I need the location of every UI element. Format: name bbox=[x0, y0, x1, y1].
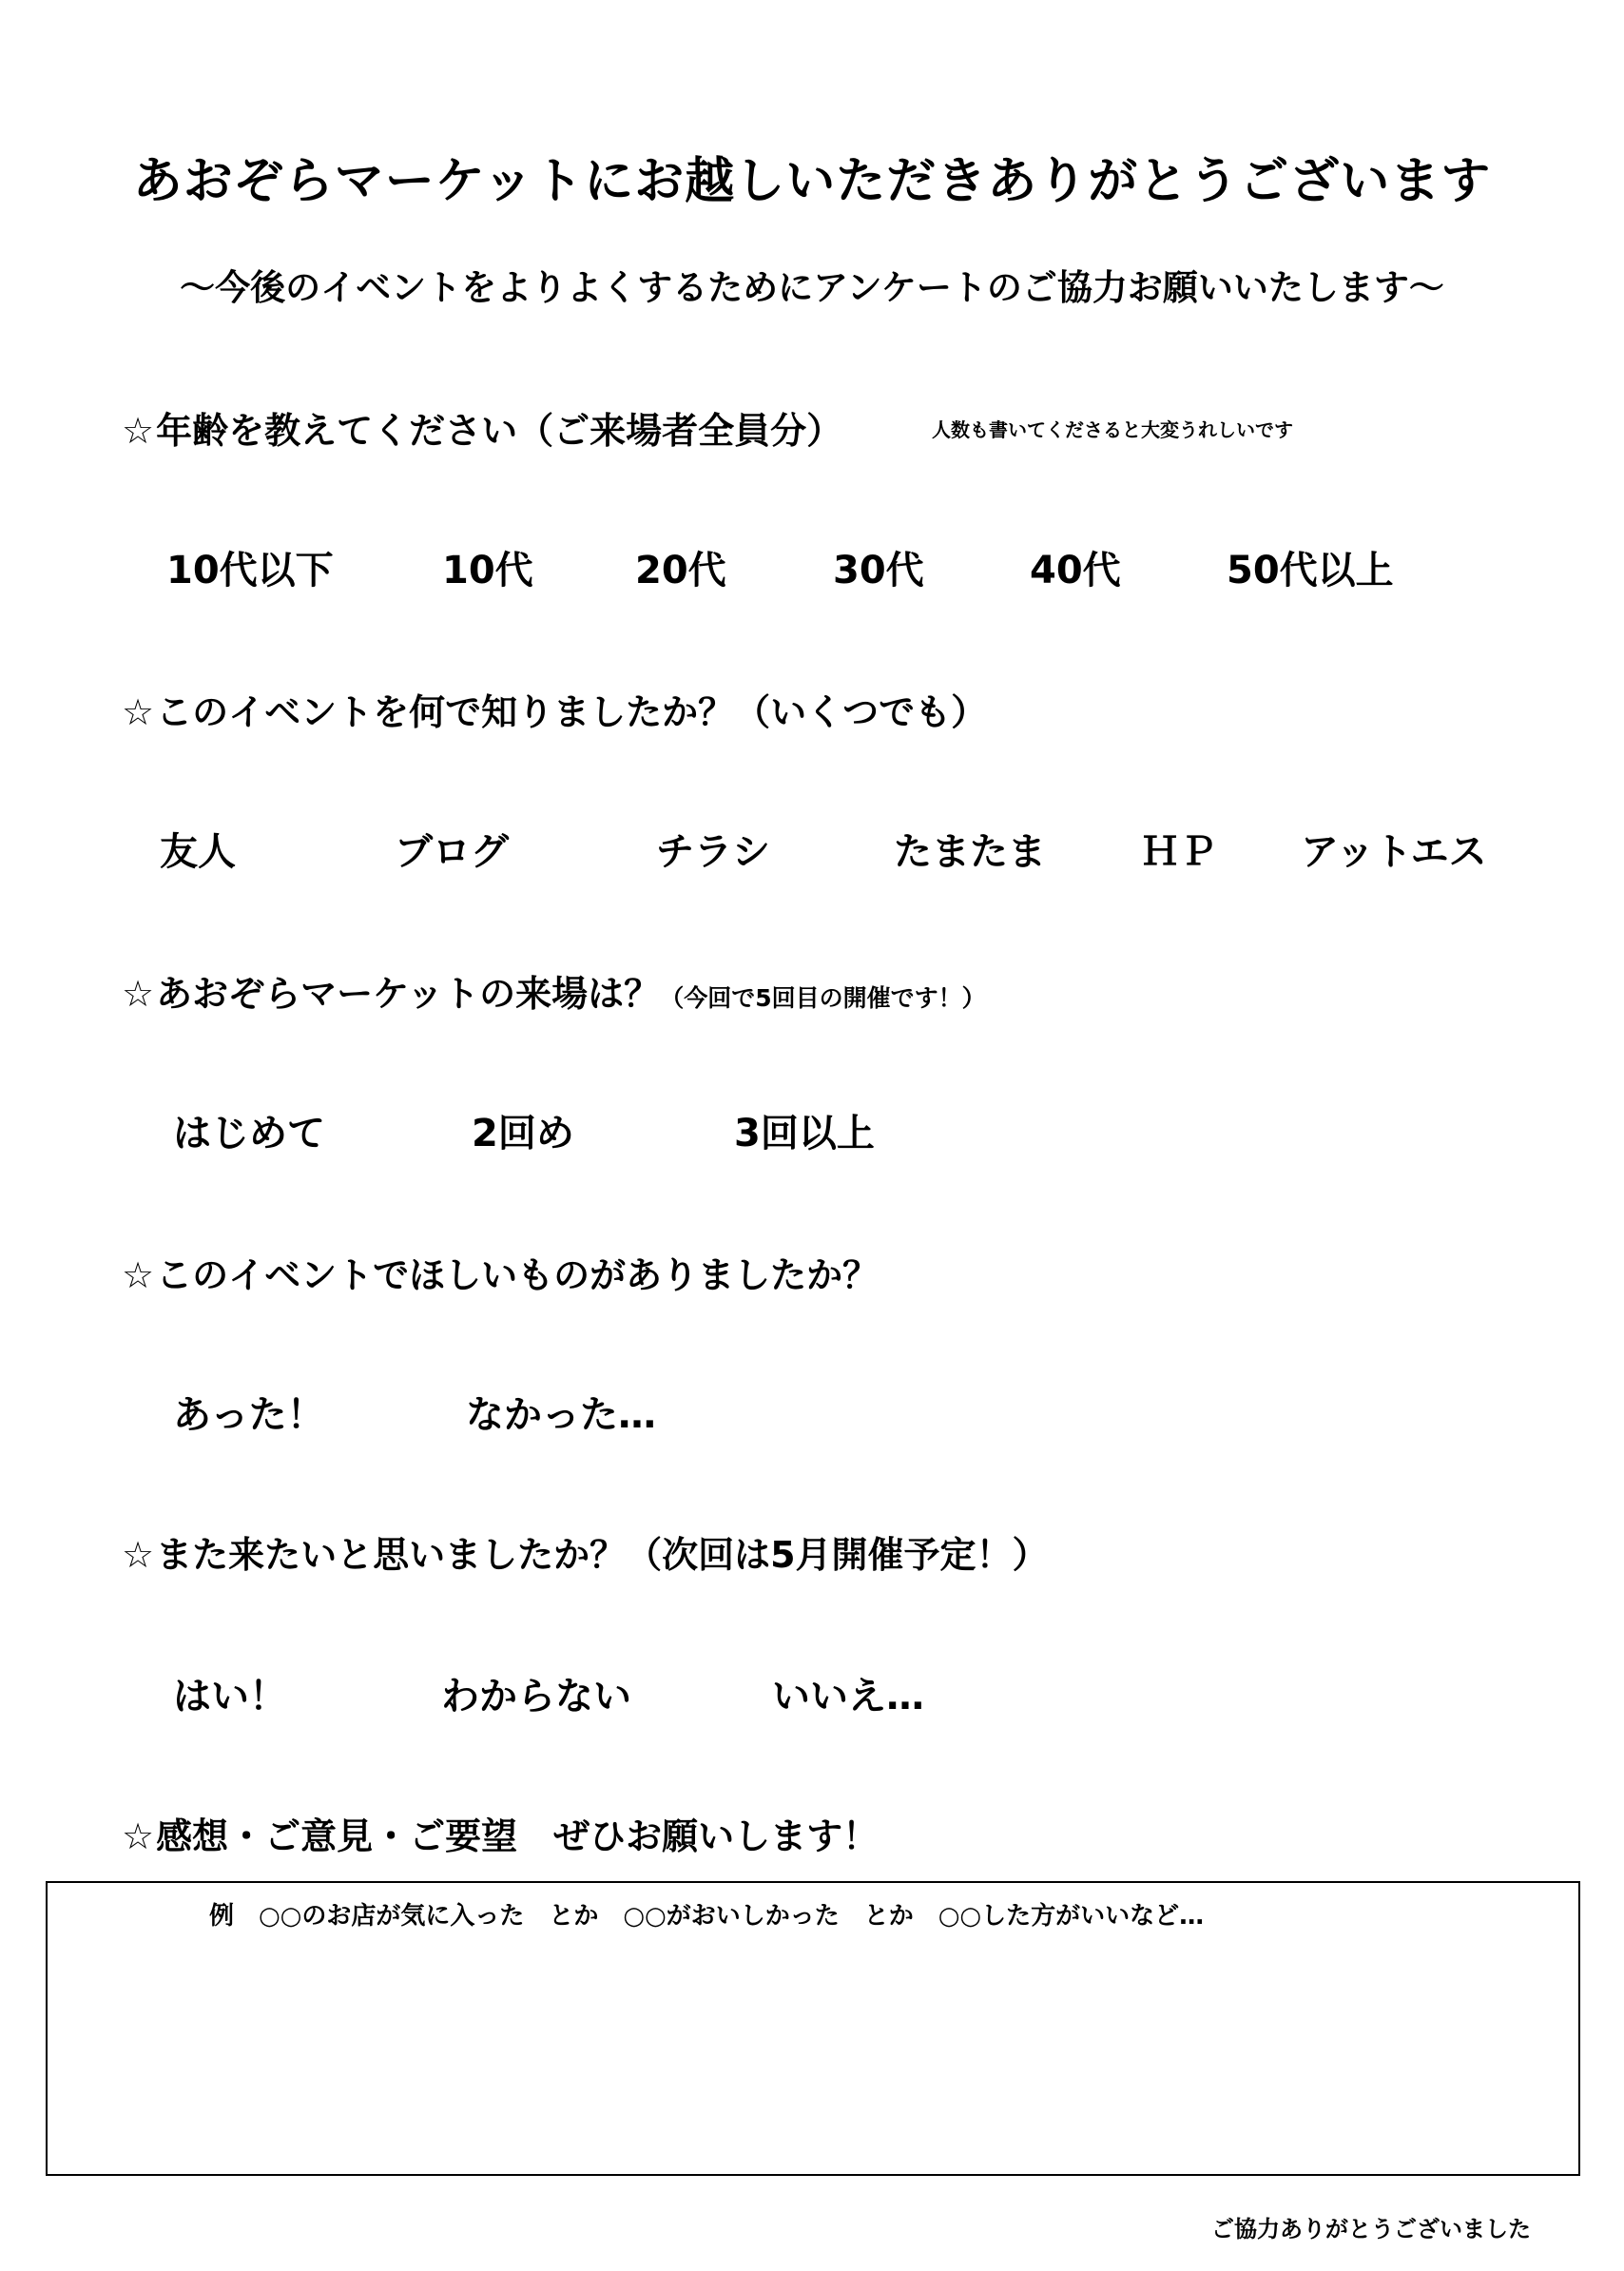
option-age-10s[interactable]: 10代 bbox=[442, 549, 533, 592]
option-friend[interactable]: 友人 bbox=[160, 830, 236, 874]
option-at-s[interactable]: アットエス bbox=[1301, 830, 1487, 874]
star-icon: ☆ bbox=[122, 1534, 155, 1576]
star-icon: ☆ bbox=[122, 1815, 155, 1857]
option-age-20s[interactable]: 20代 bbox=[635, 549, 726, 592]
option-flyer[interactable]: チラシ bbox=[656, 830, 770, 874]
comment-box[interactable] bbox=[46, 1881, 1580, 2176]
question-wanted-items-text: このイベントでほしいものがありましたか？ bbox=[156, 1254, 880, 1296]
option-yes-found[interactable]: あった！ bbox=[173, 1393, 325, 1437]
question-visit-count-note: （今回で5回目の開催です！） bbox=[660, 984, 986, 1012]
option-age-50s-plus[interactable]: 50代以上 bbox=[1227, 549, 1394, 592]
question-wanted-items bbox=[122, 1246, 879, 1298]
option-not-found[interactable]: なかった… bbox=[466, 1393, 656, 1437]
question-age-note: 人数も書いてくださると大変うれしいです bbox=[932, 418, 1293, 441]
option-no[interactable]: いいえ… bbox=[772, 1675, 924, 1718]
option-age-40s[interactable]: 40代 bbox=[1030, 549, 1121, 592]
question-visit-count-text: あおぞらマーケットの来場は？ bbox=[156, 973, 661, 1015]
question-comments-text: 感想・ご意見・ご要望 ぜひお願いします！ bbox=[156, 1815, 880, 1857]
question-age bbox=[122, 401, 842, 454]
option-second-time[interactable]: 2回め bbox=[472, 1112, 574, 1155]
option-age-under-10s[interactable]: 10代以下 bbox=[166, 549, 334, 592]
option-homepage[interactable]: ＨＰ bbox=[1141, 830, 1217, 874]
question-visit-count bbox=[122, 964, 986, 1017]
survey-subtitle: ～今後のイベントをよりよくするためにアンケートのご協力お願いいたします～ bbox=[180, 267, 1444, 308]
question-come-again bbox=[122, 1525, 1049, 1578]
option-three-plus[interactable]: 3回以上 bbox=[734, 1112, 875, 1155]
option-blog[interactable]: ブログ bbox=[395, 830, 509, 874]
star-icon: ☆ bbox=[122, 973, 155, 1015]
question-age-text: 年齢を教えてください（ご来場者全員分） bbox=[156, 410, 843, 452]
question-how-found bbox=[122, 683, 987, 735]
star-icon: ☆ bbox=[122, 691, 155, 733]
question-how-found-text: このイベントを何で知りましたか？（いくつでも） bbox=[156, 691, 988, 733]
question-comments bbox=[122, 1807, 879, 1859]
comment-example: 例 ○○のお店が気に入った とか ○○がおいしかった とか ○○した方がいいなど… bbox=[209, 1902, 1205, 1931]
option-by-chance[interactable]: たまたま bbox=[894, 830, 1046, 874]
option-age-30s[interactable]: 30代 bbox=[833, 549, 924, 592]
star-icon: ☆ bbox=[122, 410, 155, 452]
star-icon: ☆ bbox=[122, 1254, 155, 1296]
option-not-sure[interactable]: わからない bbox=[441, 1675, 631, 1718]
question-come-again-text: また来たいと思いましたか？（次回は5月開催予定！） bbox=[156, 1534, 1049, 1576]
survey-title: あおぞらマーケットにお越しいただきありがとうございます bbox=[132, 153, 1492, 210]
thank-you-footer: ご協力ありがとうございました bbox=[1211, 2216, 1531, 2242]
option-first-time[interactable]: はじめて bbox=[173, 1112, 325, 1155]
option-yes[interactable]: はい！ bbox=[173, 1675, 287, 1718]
